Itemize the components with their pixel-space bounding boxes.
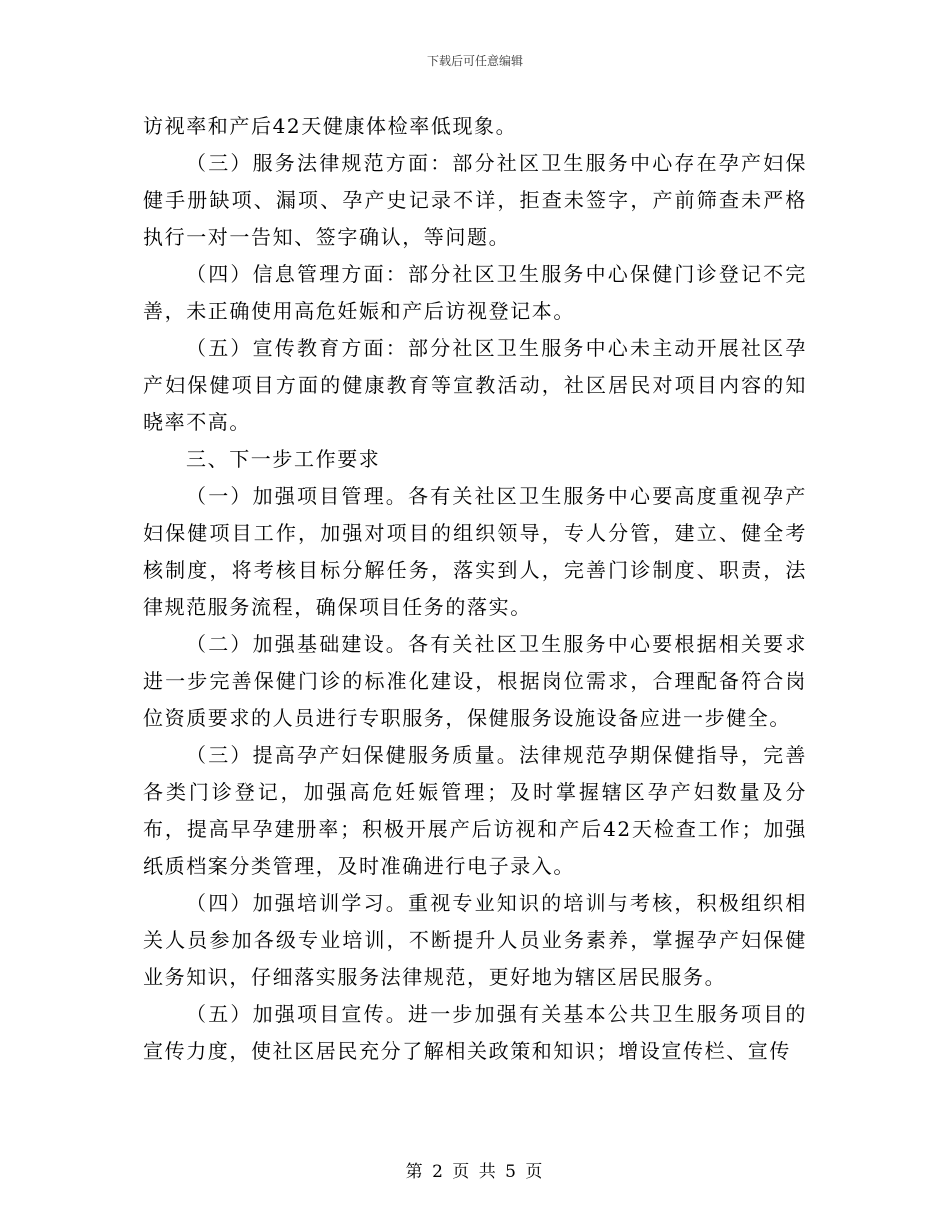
page-number: 第 2 页 共 5 页: [405, 1162, 545, 1182]
paragraph-training: （四）加强培训学习。重视专业知识的培训与考核，积极组织相关人员参加各级专业培训，不断提升人员业务素养，掌握孕产妇保健业务知识，仔细落实服务法律规范，更好地为辖区居民服务。: [143, 891, 807, 989]
page-header: 下载后可任意编辑: [426, 54, 523, 68]
paragraph-service-quality: （三）提高孕产妇保健服务质量。法律规范孕期保健指导，完善各类门诊登记，加强高危妊娠管理；及时掌握辖区孕产妇数量及分布，提高早孕建册率；积极开展产后访视和产后42天检查工作；加强纸质档案分类管理，及时准确进行电子录入。: [143, 743, 807, 878]
paragraph-service-norms: （三）服务法律规范方面：部分社区卫生服务中心存在孕产妇保健手册缺项、漏项、孕产史记录不详，拒查未签字，产前筛查未严格执行一对一告知、签字确认，等问题。: [143, 151, 807, 249]
paragraph-continuation: 访视率和产后42天健康体检率低现象。: [143, 114, 518, 138]
paragraph-info-management: （四）信息管理方面：部分社区卫生服务中心保健门诊登记不完善，未正确使用高危妊娠和产后访视登记本。: [143, 262, 807, 323]
document-body: [143, 108, 807, 1070]
paragraph-health-education: （五）宣传教育方面：部分社区卫生服务中心未主动开展社区孕产妇保健项目方面的健康教育等宣教活动，社区居民对项目内容的知晓率不高。: [143, 336, 807, 434]
section-heading-next-steps: 三、下一步工作要求: [186, 447, 381, 471]
paragraph-infrastructure: （二）加强基础建设。各有关社区卫生服务中心要根据相关要求进一步完善保健门诊的标准化建设，根据岗位需求，合理配备符合岗位资质要求的人员进行专职服务，保健服务设施设备应进一步健全。: [143, 632, 807, 730]
paragraph-project-management: （一）加强项目管理。各有关社区卫生服务中心要高度重视孕产妇保健项目工作，加强对项目的组织领导，专人分管，建立、健全考核制度，将考核目标分解任务，落实到人，完善门诊制度、职责，法律规范服务流程，确保项目任务的落实。: [143, 484, 807, 619]
paragraph-publicity: （五）加强项目宣传。进一步加强有关基本公共卫生服务项目的宣传力度，使社区居民充分了解相关政策和知识；增设宣传栏、宣传: [143, 1002, 807, 1063]
